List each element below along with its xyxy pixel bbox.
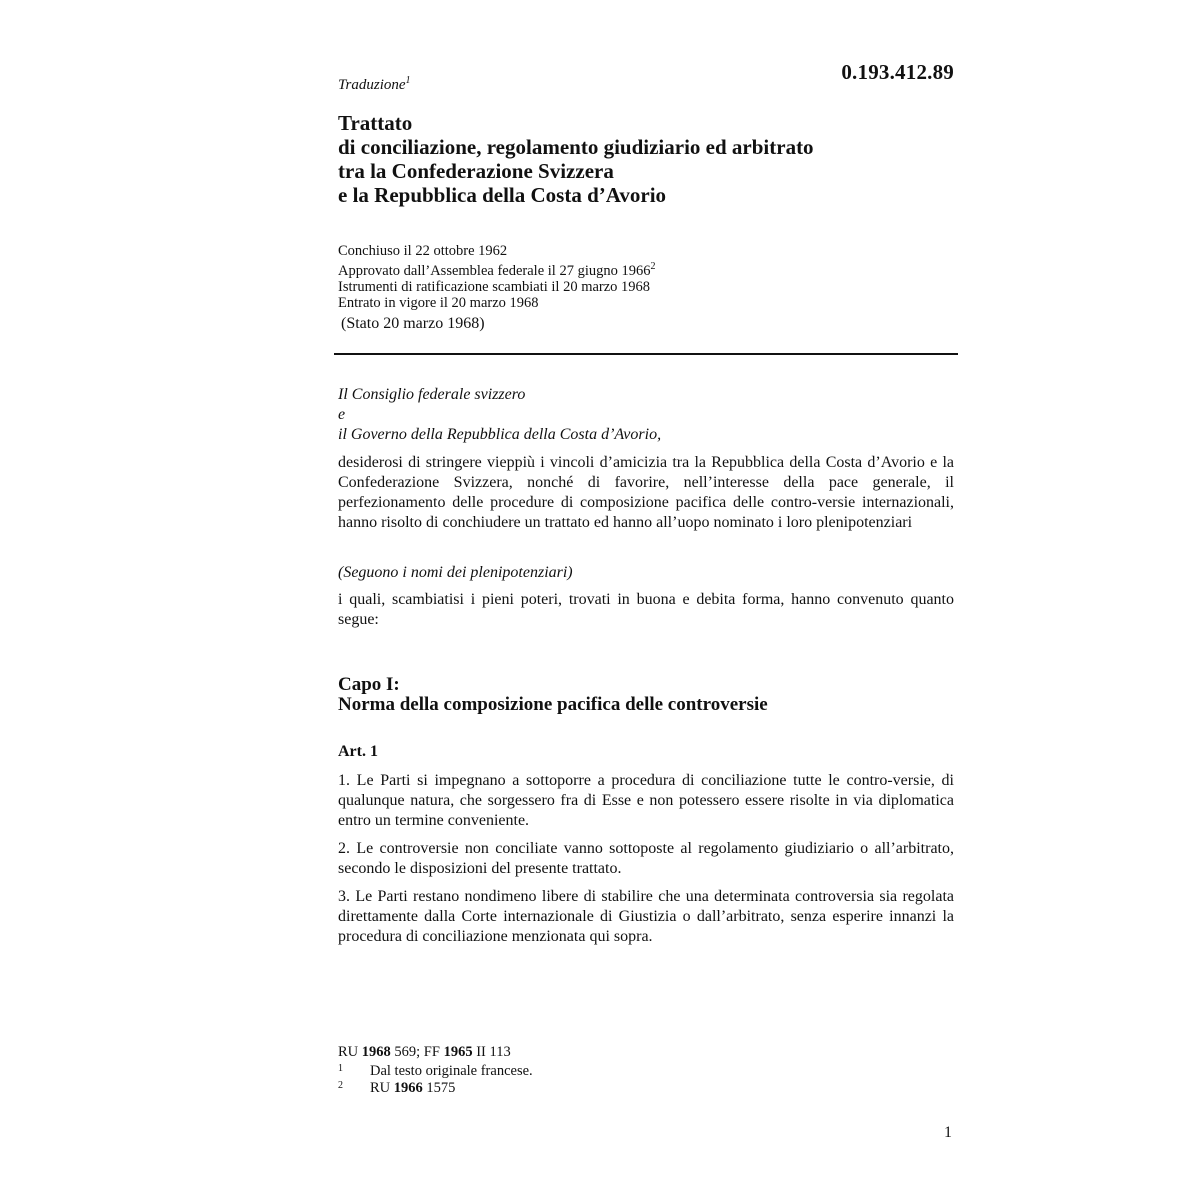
treaty-title [338,111,814,207]
treaty-metadata [338,243,655,311]
article-paragraph-3: 3. Le Parti restano nondimeno libere di stabilire che una determinata controversia sia regolata direttamente dalla Corte internazionale di Giustizia o dall’arbitrato, senza esperire innanzi la procedura di conciliazione menzionata qui sopra. [338,888,954,945]
in-force-date: Entrato in vigore il 20 marzo 1968 [338,294,539,311]
title-line: di conciliazione, regolamento giudiziario ed arbitrato [338,135,814,159]
footnote-number: 1 [338,1063,343,1074]
header-divider [334,353,958,355]
footnote-2: 2 RU 1966 1575 [338,1080,456,1096]
preamble-parties [338,385,661,445]
chapter-heading [338,675,768,715]
approved-date: Approvato dall’Assemblea federale il 27 giugno 1966$^2$ [338,261,656,279]
party-switzerland: Il Consiglio federale svizzero [338,386,526,403]
footnote-ref-1[interactable]: 1 [405,75,411,86]
source-reference: RU 1968 569; FF 1965 II 113 [338,1044,511,1060]
chapter-title: Norma della composizione pacifica delle controversie [338,694,768,715]
chapter-label: Capo I: [338,674,400,695]
ratification-date: Istrumenti di ratificazione scambiati il 20 marzo 1968 [338,278,651,295]
preamble-agreement: i quali, scambiatisi i pieni poteri, trovati in buona e debita forma, hanno convenuto quanto segue: [338,591,954,628]
footnote-1: 1 Dal testo originale francese. [338,1063,533,1079]
title-line: e la Repubblica della Costa d’Avorio [338,183,667,207]
translation-label: Traduzione$^1$ [338,75,411,93]
sr-number: 0.193.412.89 [841,60,954,84]
title-line: Trattato [338,111,413,135]
article-heading: Art. 1 [338,743,378,760]
party-ivory-coast: il Governo della Repubblica della Costa d’Avorio, [338,426,662,443]
status-date: (Stato 20 marzo 1968) [341,315,485,332]
footnote-number: 2 [338,1080,343,1091]
plenipotentiaries-note: (Seguono i nomi dei plenipotenziari) [338,564,573,581]
footnote-ref-2[interactable]: 2 [650,261,656,272]
party-conjunction: e [338,406,346,423]
preamble-desire: desiderosi di stringere vieppiù i vincoli d’amicizia tra la Repubblica della Costa d’Avorio e la Confederazione Svizzera, nonché di favorire, nell’interesse della pace generale, il perfezionamento delle procedure di composizione pacifica delle contro-versie internazionali, hanno risolto di conchiudere un trattato ed hanno all’uopo nominato i loro plenipotenziari [338,454,954,531]
article-paragraph-2: 2. Le controversie non conciliate vanno sottoposte al regolamento giudiziario o all’arbitrato, secondo le disposizioni del presente trattato. [338,840,954,877]
title-line: tra la Confederazione Svizzera [338,159,614,183]
concluded-date: Conchiuso il 22 ottobre 1962 [338,243,508,259]
page-number: 1 [944,1124,952,1141]
article-paragraph-1: 1. Le Parti si impegnano a sottoporre a procedura di conciliazione tutte le contro-versie, di qualunque natura, che sorgessero fra di Esse e non potessero essere risolte in via diplomatica entro un termine conveniente. [338,772,954,829]
